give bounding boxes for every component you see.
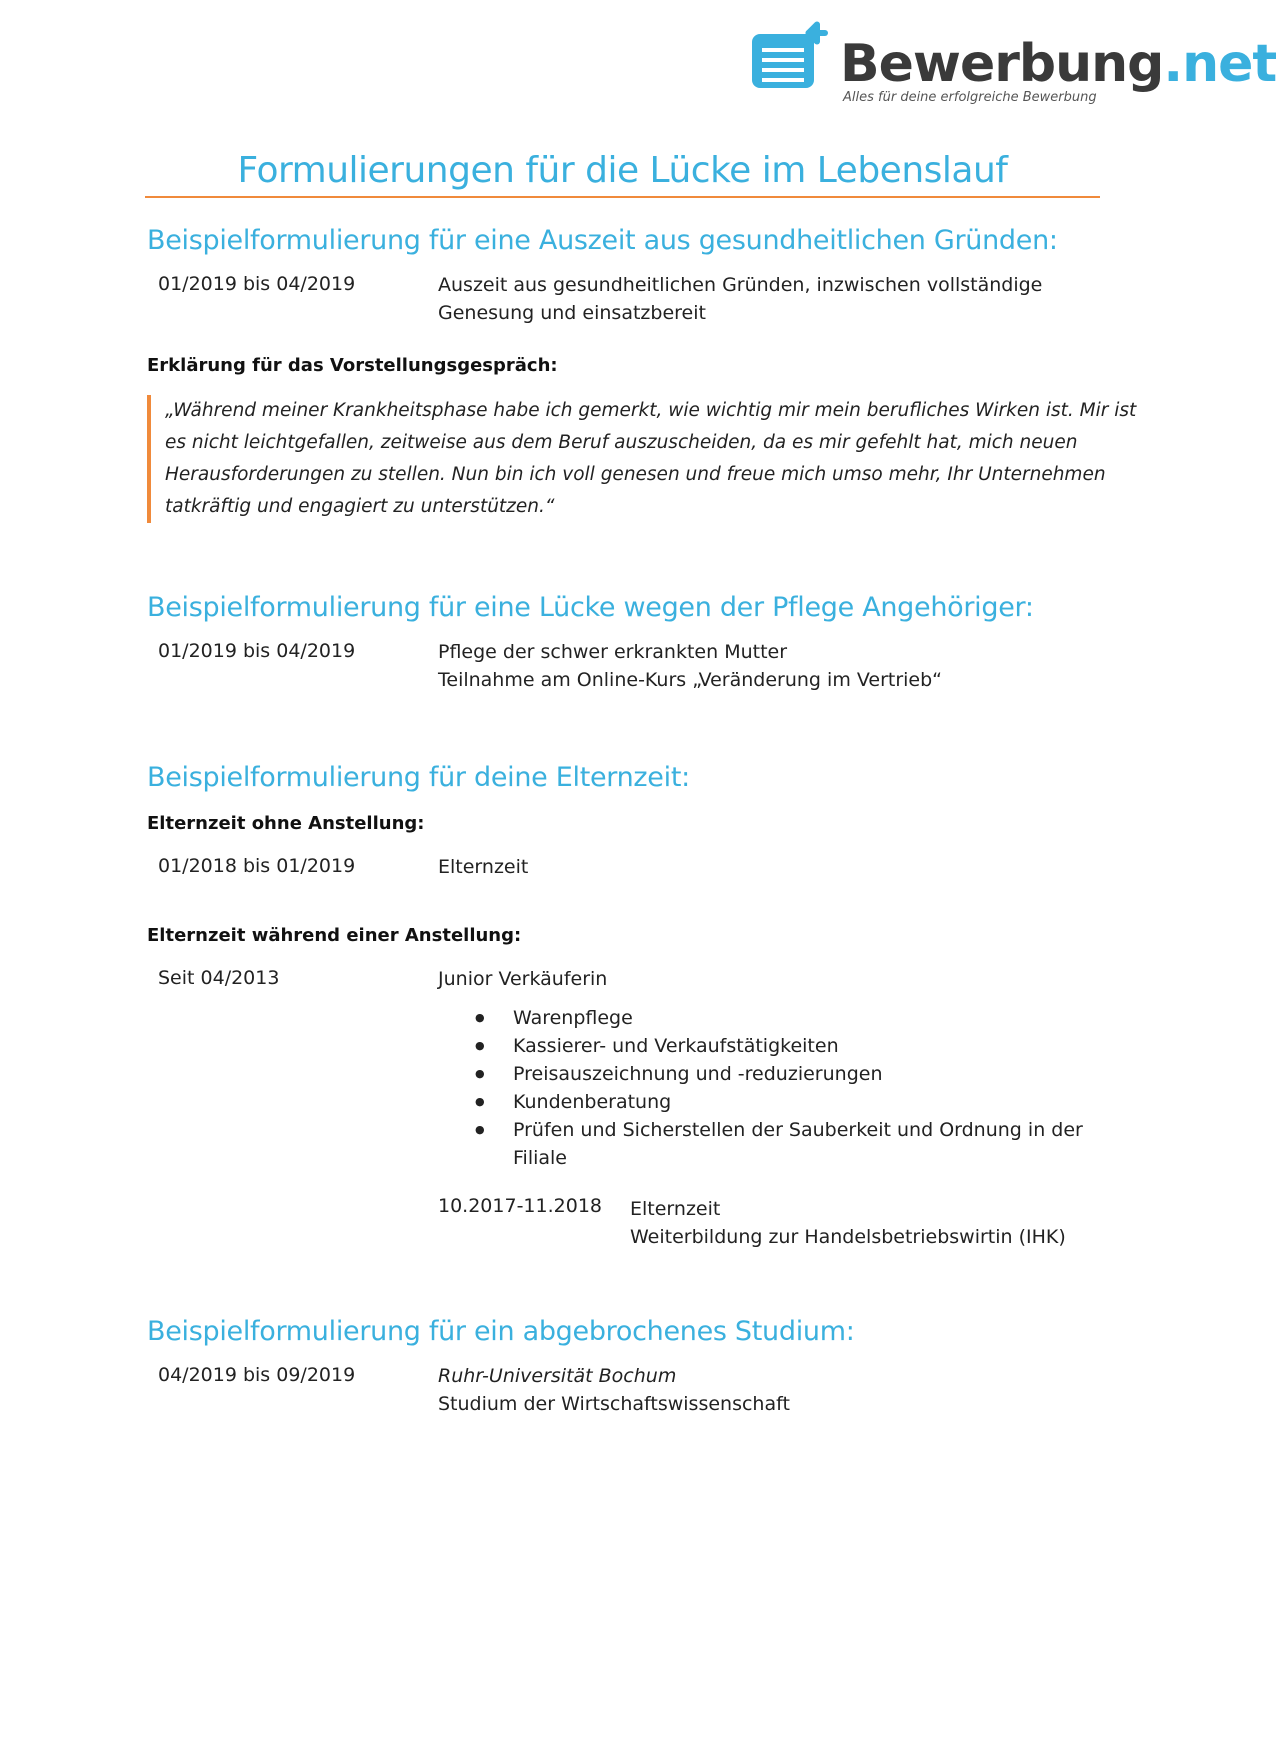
brand-logo <box>750 20 1276 110</box>
quote-line-4: tatkräftig und engagiert zu unterstützen.“ <box>165 496 555 517</box>
study-date: 04/2019 bis 09/2019 <box>158 1364 356 1386</box>
care-description <box>438 638 942 694</box>
section-heading-parental: Beispielformulierung für deine Elternzeit: <box>147 762 690 793</box>
brand-wordmark <box>840 34 1276 94</box>
section-heading-health: Beispielformulierung für eine Auszeit aus gesundheitlichen Gründen: <box>147 225 1058 256</box>
brand-wordmark-tld: .net <box>1163 34 1276 94</box>
title-divider <box>145 196 1100 198</box>
list-item <box>475 1060 1083 1088</box>
parental-sub2-role: Junior Verkäuferin <box>438 968 608 990</box>
health-description <box>438 271 1042 327</box>
quote-line-3: Herausforderungen zu stellen. Nun bin ich voll genesen und freue mich umso mehr, Ihr Unternehmen <box>165 464 1106 485</box>
section-heading-care: Beispielformulierung für eine Lücke wegen der Pflege Angehöriger: <box>147 592 1034 623</box>
quote-line-2: es nicht leichtgefallen, zeitweise aus dem Beruf auszuscheiden, da es mir gefehlt hat, mich neuen <box>165 432 1078 453</box>
study-description <box>438 1362 790 1418</box>
list-item-text: ● Kundenberatung <box>513 1091 672 1113</box>
study-university: Ruhr-Universität Bochum <box>438 1365 677 1387</box>
list-item-text: ● Warenpflege <box>513 1007 633 1029</box>
brand-tagline: Alles für deine erfolgreiche Bewerbung <box>843 90 1097 105</box>
study-program: Studium der Wirtschaftswissenschaft <box>438 1393 790 1415</box>
list-item <box>475 1116 1083 1172</box>
care-date: 01/2019 bis 04/2019 <box>158 640 356 662</box>
parental-inner-text <box>630 1195 1066 1251</box>
duties-list <box>475 1004 1083 1172</box>
quote-line-1: „Während meiner Krankheitsphase habe ich gemerkt, wie wichtig mir mein berufliches Wirken ist. Mir ist <box>165 400 1137 421</box>
parental-sub1-date: 01/2018 bis 01/2019 <box>158 855 356 877</box>
document-spark-icon <box>752 20 832 100</box>
parental-inner-date: 10.2017-11.2018 <box>438 1195 602 1217</box>
document-title: Formulierungen für die Lücke im Lebenslauf <box>237 150 1008 191</box>
list-item-text-cont: Filiale <box>513 1147 567 1169</box>
list-item-text: ● Preisauszeichnung und -reduzierungen <box>513 1063 883 1085</box>
care-line-1: Pflege der schwer erkrankten Mutter <box>438 641 788 663</box>
health-date: 01/2019 bis 04/2019 <box>158 273 356 295</box>
parental-sub2-date: Seit 04/2013 <box>158 967 280 989</box>
health-line-1: Auszeit aus gesundheitlichen Gründen, inzwischen vollständige <box>438 274 1043 296</box>
brand-wordmark-main: Bewerbung <box>840 34 1164 94</box>
parental-sub1-heading: Elternzeit ohne Anstellung: <box>147 813 425 834</box>
list-item-text: ● Prüfen und Sicherstellen der Sauberkeit und Ordnung in der <box>513 1119 1083 1141</box>
parental-sub1-text: Elternzeit <box>438 856 529 878</box>
parental-sub2-heading: Elternzeit während einer Anstellung: <box>147 925 522 946</box>
list-item <box>475 1088 1083 1116</box>
explain-heading: Erklärung für das Vorstellungsgespräch: <box>147 355 558 376</box>
health-line-2: Genesung und einsatzbereit <box>438 302 706 324</box>
section-heading-study: Beispielformulierung für ein abgebrochenes Studium: <box>147 1316 855 1347</box>
interview-quote <box>147 395 1137 523</box>
list-item <box>475 1004 1083 1032</box>
parental-inner-line-1: Elternzeit <box>630 1198 721 1220</box>
care-line-2: Teilnahme am Online-Kurs „Veränderung im Vertrieb“ <box>438 669 943 691</box>
list-item-text: ● Kassierer- und Verkaufstätigkeiten <box>513 1035 839 1057</box>
parental-inner-line-2: Weiterbildung zur Handelsbetriebswirtin (IHK) <box>630 1226 1066 1248</box>
list-item <box>475 1032 1083 1060</box>
